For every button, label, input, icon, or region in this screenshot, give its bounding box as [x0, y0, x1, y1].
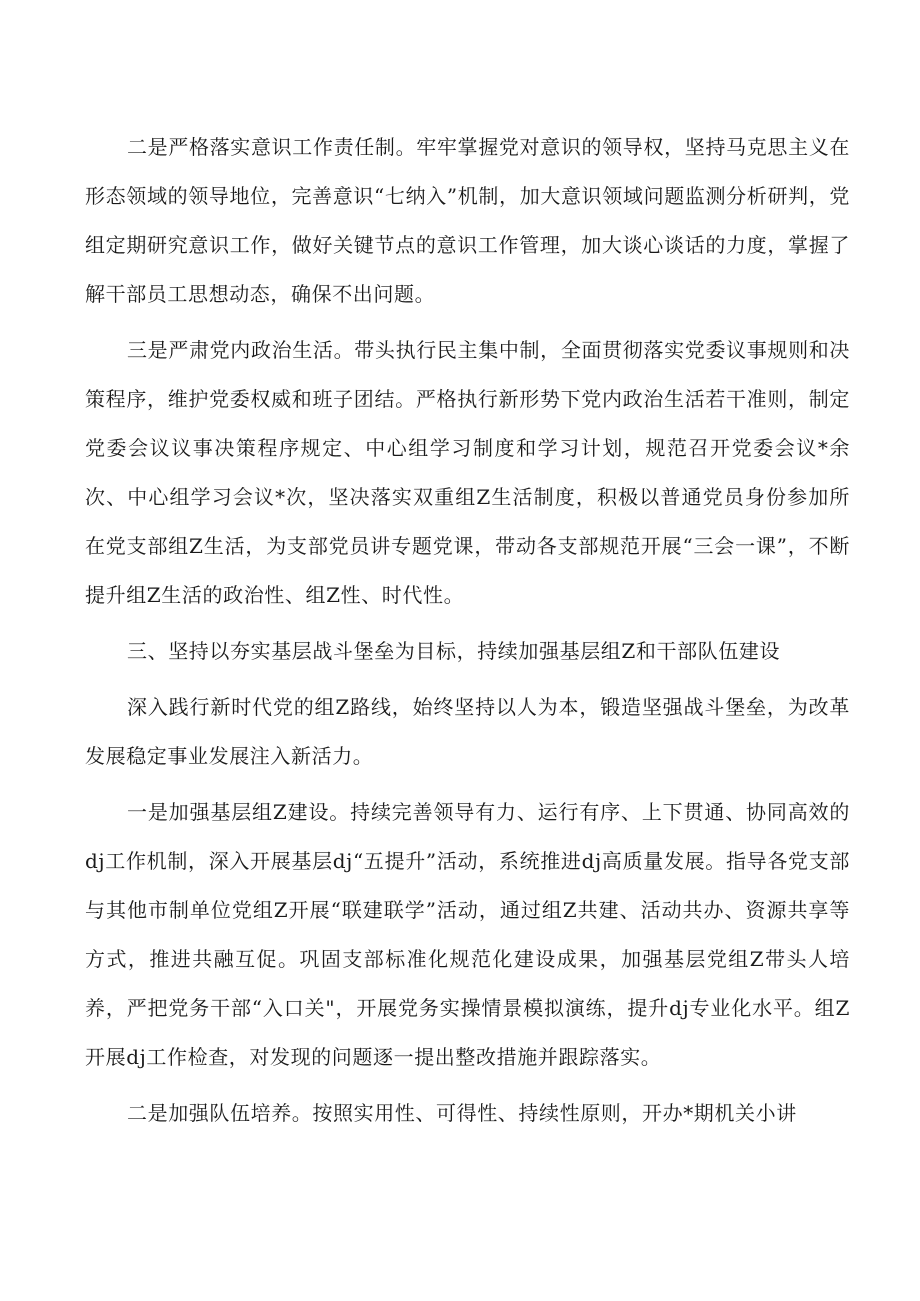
paragraph-team-training: 二是加强队伍培养。按照实用性、可得性、持续性原则，开办*期机关小讲 — [127, 1101, 797, 1125]
paragraph-grassroots-building: 一是加强基层组Z建设。持续完善领导有力、运行有序、上下贯通、协同高效的dj工作机制，深入开展基层dj“五提升”活动，系统推进dj高质量发展。指导各党支部与其他市制单位党组Z开展“联建联学”活动，通过组Z共建、活动共办、资源共享等方式，推进共融互促。巩固支部标准化规范化建设成果，加强基层党组Z带头人培养，严把党务干部“入口关"，开展党务实操情景模拟演练，提升dj专业化水平。组Z开展dj工作检查，对发现的问题逐一提出整改措施并跟踪落实。 — [85, 800, 850, 1069]
paragraph-party-political-life: 三是严肃党内政治生活。带头执行民主集中制，全面贯彻落实党委议事规则和决策程序，维护党委权威和班子团结。严格执行新形势下党内政治生活若干准则，制定党委会议议事决策程序规定、中心组学习制度和学习计划，规范召开党委会议*余次、中心组学习会议*次，坚决落实双重组Z生活制度，积极以普通党员身份参加所在党支部组Z生活，为支部党员讲专题党课，带动各支部规范开展“三会一课”，不断提升组Z生活的政治性、组Z性、时代性。 — [85, 338, 850, 607]
document-body — [85, 123, 850, 1138]
section-heading-grassroots: 三、坚持以夯实基层战斗堡垒为目标，持续加强基层组Z和干部队伍建设 — [127, 639, 781, 663]
paragraph-ideology-responsibility: 二是严格落实意识工作责任制。牢牢掌握党对意识的领导权，坚持马克思主义在形态领域的领导地位，完善意识“七纳入”机制，加大意识领域问题监测分析研判，党组定期研究意识工作，做好关键节点的意识工作管理，加大谈心谈话的力度，掌握了解干部员工思想动态，确保不出问题。 — [85, 135, 850, 306]
paragraph-section-intro: 深入践行新时代党的组Z路线，始终坚持以人为本，锻造坚强战斗堡垒，为改革发展稳定事业发展注入新活力。 — [85, 695, 850, 768]
